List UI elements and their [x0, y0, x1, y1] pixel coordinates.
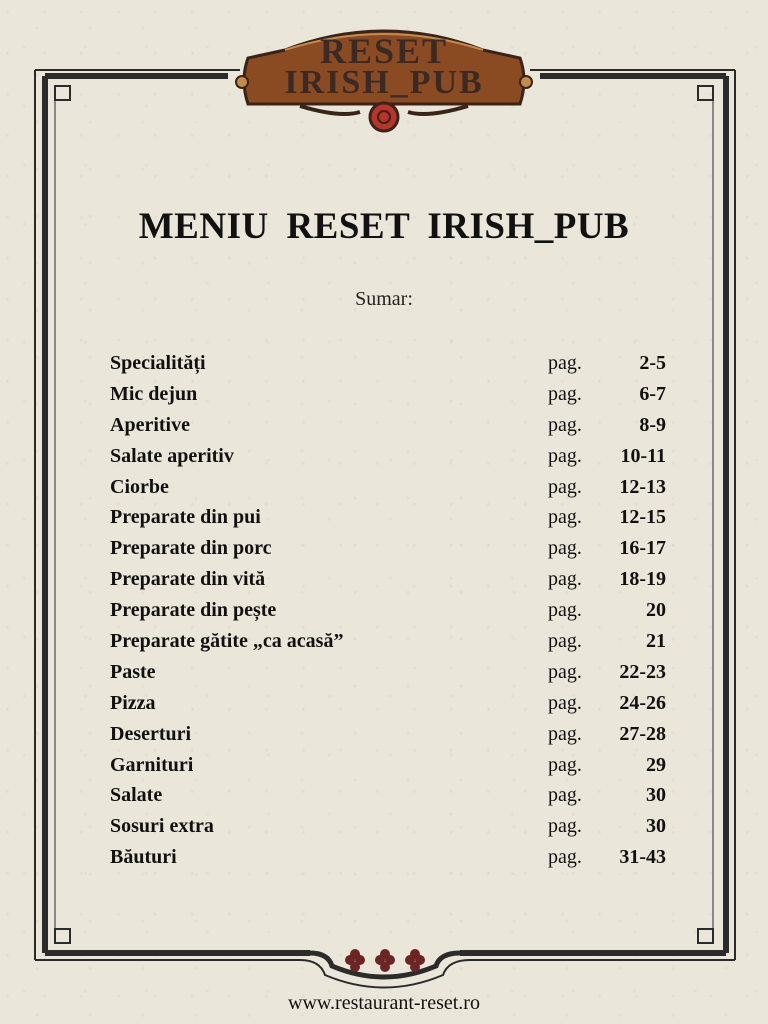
toc-row [110, 630, 666, 661]
toc-label: Garnituri [110, 753, 194, 776]
toc-label: Mic dejun [110, 382, 198, 405]
toc-page-range: 12-15 [619, 506, 666, 529]
toc-page-range: 21 [646, 630, 666, 653]
toc-label: Pizza [110, 691, 156, 714]
toc-row [110, 692, 666, 723]
toc-label: Ciorbe [110, 475, 169, 498]
toc-page-range: 18-19 [619, 568, 666, 591]
toc-page-prefix: pag. [548, 815, 582, 838]
toc-page-prefix: pag. [548, 506, 582, 529]
toc-row [110, 723, 666, 754]
toc-page-range: 2-5 [639, 352, 666, 374]
toc-page-range: 10-11 [620, 444, 666, 467]
toc-label: Aperitive [110, 413, 190, 436]
toc-page-prefix: pag. [548, 691, 582, 714]
toc-row [110, 784, 666, 815]
toc-label: Deserturi [110, 722, 192, 745]
toc-page-prefix: pag. [548, 753, 582, 776]
toc-row [110, 383, 666, 414]
toc-label: Specialități [110, 352, 206, 374]
website-url[interactable]: www.restaurant-reset.ro [288, 992, 480, 1014]
toc-row [110, 476, 666, 507]
toc-page-range: 29 [646, 753, 666, 776]
toc-page-prefix: pag. [548, 846, 582, 869]
toc-page-prefix: pag. [548, 568, 582, 591]
toc-page-prefix: pag. [548, 382, 582, 405]
toc-page-range: 31-43 [619, 846, 666, 869]
toc-page-prefix: pag. [548, 722, 582, 745]
toc-row [110, 846, 666, 877]
toc-page-range: 12-13 [619, 475, 666, 498]
toc-row [110, 754, 666, 785]
toc-page-prefix: pag. [548, 599, 582, 622]
toc-page-range: 16-17 [619, 537, 666, 560]
toc-label: Preparate din pește [110, 599, 277, 622]
toc-page-range: 20 [646, 599, 666, 622]
toc-row [110, 414, 666, 445]
toc-row [110, 445, 666, 476]
logo-text-reset: RESET [319, 31, 449, 71]
summary-heading: Sumar: [355, 288, 413, 310]
toc-label: Preparate din pui [110, 506, 261, 529]
toc-page-range: 27-28 [619, 722, 666, 745]
toc-label: Preparate gătite „ca acasă” [110, 630, 344, 653]
pub-logo [0, 0, 768, 140]
toc-page-range: 24-26 [619, 691, 666, 714]
toc-page-prefix: pag. [548, 413, 582, 436]
clover-ornaments [345, 949, 425, 972]
toc-page-range: 22-23 [619, 660, 666, 683]
toc-row [110, 661, 666, 692]
toc-label: Băuturi [110, 846, 177, 869]
toc-row [110, 506, 666, 537]
toc-row [110, 537, 666, 568]
toc-page-prefix: pag. [548, 660, 582, 683]
toc-page-prefix: pag. [548, 784, 582, 807]
page-title: MENIU RESET IRISH_PUB [138, 206, 630, 247]
toc-page-range: 8-9 [639, 413, 666, 436]
toc-page-prefix: pag. [548, 537, 582, 560]
toc-page-prefix: pag. [548, 352, 582, 374]
toc-page-prefix: pag. [548, 630, 582, 653]
toc-page-range: 6-7 [639, 382, 666, 405]
toc-page-prefix: pag. [548, 444, 582, 467]
toc-page-range: 30 [646, 815, 666, 838]
toc-label: Preparate din porc [110, 537, 272, 560]
toc-row [110, 815, 666, 846]
toc-row [110, 352, 666, 383]
toc-label: Preparate din vită [110, 568, 266, 591]
toc-label: Salate aperitiv [110, 444, 234, 467]
toc-page-prefix: pag. [548, 475, 582, 498]
toc-row [110, 599, 666, 630]
toc-label: Paste [110, 660, 156, 683]
toc-label: Sosuri extra [110, 815, 214, 838]
logo-text-irish-pub: IRISH_PUB [284, 64, 484, 101]
toc-row [110, 568, 666, 599]
toc-page-range: 30 [646, 784, 666, 807]
table-of-contents [110, 352, 666, 877]
toc-label: Salate [110, 784, 163, 807]
